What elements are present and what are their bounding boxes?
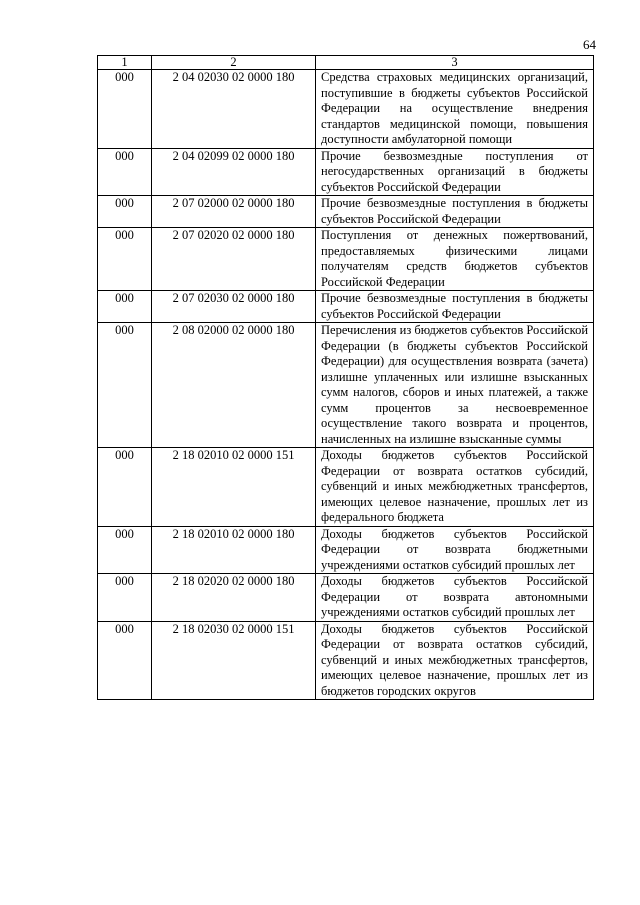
page-number: 64	[583, 37, 596, 52]
income-name-cell: Доходы бюджетов субъектов Российской Федерации от возврата остатков субсидий, субвенций и иных межбюджетных трансфертов, имеющих целевое назначение, прошлых лет из федерального бюджета	[316, 448, 594, 527]
table-body	[98, 70, 594, 700]
income-name-cell: Перечисления из бюджетов субъектов Российской Федерации (в бюджеты субъектов Российской Федерации) для осуществления возврата (зачета) излишне уплаченных или излишне взысканных сумм налогов, сборов и иных платежей, а также сумм процентов за несвоевременное осуществление такого возврата и процентов, начисленных на излишне взысканные суммы	[316, 323, 594, 448]
table-header-row	[98, 56, 594, 70]
admin-code-cell: 000	[98, 196, 152, 228]
table-row	[98, 291, 594, 323]
income-name-cell: Прочие безвозмездные поступления в бюджеты субъектов Российской Федерации	[316, 196, 594, 228]
table-row	[98, 70, 594, 149]
column-header-3: 3	[316, 56, 594, 70]
table-row	[98, 323, 594, 448]
column-header-2: 2	[152, 56, 316, 70]
income-name-cell: Прочие безвозмездные поступления в бюджеты субъектов Российской Федерации	[316, 291, 594, 323]
table-row	[98, 196, 594, 228]
income-name-cell: Доходы бюджетов субъектов Российской Федерации от возврата автономными учреждениями остатков субсидий прошлых лет	[316, 574, 594, 622]
admin-code-cell: 000	[98, 574, 152, 622]
income-name-cell: Поступления от денежных пожертвований, предоставляемых физическими лицами получателям средств бюджетов субъектов Российской Федерации	[316, 228, 594, 291]
admin-code-cell: 000	[98, 323, 152, 448]
table-row	[98, 228, 594, 291]
admin-code-cell: 000	[98, 526, 152, 574]
budget-code-cell: 2 04 02030 02 0000 180	[152, 70, 316, 149]
budget-code-cell: 2 08 02000 02 0000 180	[152, 323, 316, 448]
budget-code-cell: 2 07 02020 02 0000 180	[152, 228, 316, 291]
admin-code-cell: 000	[98, 448, 152, 527]
budget-code-cell: 2 04 02099 02 0000 180	[152, 148, 316, 196]
table-row	[98, 574, 594, 622]
budget-classification-table	[97, 55, 594, 700]
table-row	[98, 448, 594, 527]
income-name-cell: Доходы бюджетов субъектов Российской Федерации от возврата остатков субсидий, субвенций и иных межбюджетных трансфертов, имеющих целевое назначение, прошлых лет из бюджетов городских округов	[316, 621, 594, 700]
budget-code-cell: 2 07 02000 02 0000 180	[152, 196, 316, 228]
table-row	[98, 621, 594, 700]
income-name-cell: Доходы бюджетов субъектов Российской Федерации от возврата бюджетными учреждениями остатков субсидий прошлых лет	[316, 526, 594, 574]
budget-code-cell: 2 07 02030 02 0000 180	[152, 291, 316, 323]
budget-code-cell: 2 18 02010 02 0000 180	[152, 526, 316, 574]
admin-code-cell: 000	[98, 228, 152, 291]
admin-code-cell: 000	[98, 148, 152, 196]
income-name-cell: Прочие безвозмездные поступления от негосударственных организаций в бюджеты субъектов Российской Федерации	[316, 148, 594, 196]
table-row	[98, 526, 594, 574]
table-row	[98, 148, 594, 196]
budget-code-cell: 2 18 02010 02 0000 151	[152, 448, 316, 527]
income-name-cell: Средства страховых медицинских организаций, поступившие в бюджеты субъектов Российской Федерации на осуществление внедрения стандартов медицинской помощи, повышения доступности амбулаторной помощи	[316, 70, 594, 149]
admin-code-cell: 000	[98, 621, 152, 700]
budget-code-cell: 2 18 02020 02 0000 180	[152, 574, 316, 622]
budget-code-cell: 2 18 02030 02 0000 151	[152, 621, 316, 700]
admin-code-cell: 000	[98, 291, 152, 323]
column-header-1: 1	[98, 56, 152, 70]
admin-code-cell: 000	[98, 70, 152, 149]
